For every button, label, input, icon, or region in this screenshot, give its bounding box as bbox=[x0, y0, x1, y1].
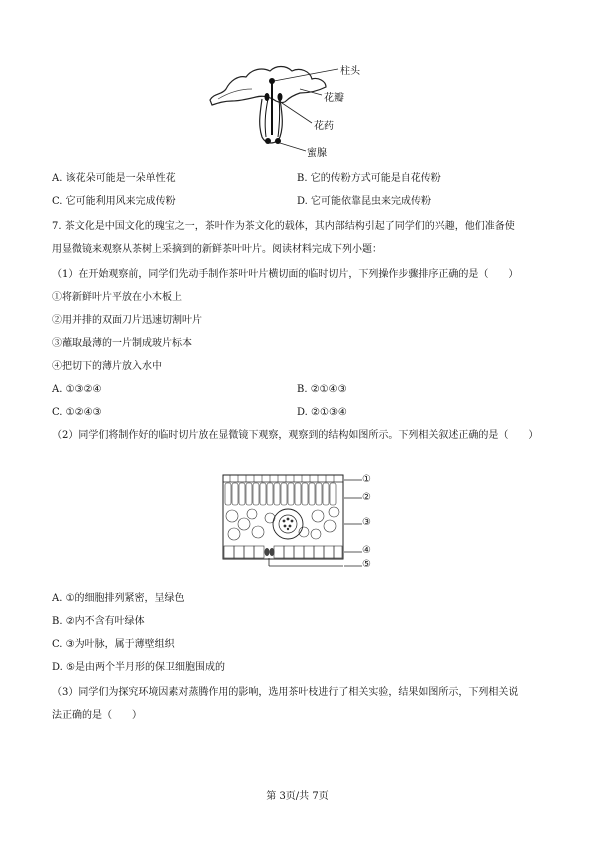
leaf-label-3: ③ bbox=[362, 517, 371, 528]
q7-sub1-option-c: C. ①②④③ bbox=[52, 407, 102, 418]
q7-sub2-option-b: B. ②内不含有叶绿体 bbox=[52, 616, 145, 627]
q7-step-3: ③蘸取最薄的一片制成玻片标本 bbox=[52, 338, 192, 349]
q7-sub1: （1）在开始观察前，同学们先动手制作茶叶叶片横切面的临时切片，下列操作步骤排序正确的是（ ） bbox=[52, 269, 519, 280]
q7-stem-line2: 用显微镜来观察从茶树上采摘到的新鲜茶叶叶片。阅读材料完成下列小题： bbox=[52, 244, 382, 255]
anther bbox=[265, 93, 270, 101]
leaf-label-4: ④ bbox=[362, 545, 371, 556]
leaf-label-1: ① bbox=[362, 474, 371, 485]
leaf-label-5: ⑤ bbox=[362, 559, 371, 570]
q6-option-d: D. 它可能依靠昆虫来完成传粉 bbox=[297, 196, 432, 207]
flower-label-anther: 花药 bbox=[314, 121, 334, 132]
leaf-cross-section-diagram bbox=[222, 474, 344, 570]
anther bbox=[278, 93, 283, 101]
q6-option-c: C. 它可能利用风来完成传粉 bbox=[52, 196, 176, 207]
q7-sub2-option-a: A. ①的细胞排列紧密，呈绿色 bbox=[52, 593, 185, 604]
q7-sub3-line1: （3）同学们为探究环境因素对蒸腾作用的影响，选用茶叶枝进行了相关实验，结果如图所示，下列相关说 bbox=[52, 687, 519, 698]
stoma-guard-cell bbox=[270, 548, 275, 556]
q7-stem-line1: 7. 茶文化是中国文化的瑰宝之一，茶叶作为茶文化的载体，其内部结构引起了同学们的兴趣，他们准备使 bbox=[52, 221, 515, 232]
q6-option-b: B. 它的传粉方式可能是自花传粉 bbox=[297, 173, 441, 184]
flower-label-stigma: 柱头 bbox=[340, 66, 360, 77]
q6-option-a: A. 该花朵可能是一朵单性花 bbox=[52, 173, 176, 184]
q7-sub2-option-d: D. ⑤是由两个半月形的保卫细胞围成的 bbox=[52, 662, 225, 673]
flower-label-petal: 花瓣 bbox=[324, 93, 344, 104]
flower-label-nectary: 蜜腺 bbox=[307, 148, 327, 159]
q7-step-1: ①将新鲜叶片平放在小木板上 bbox=[52, 292, 182, 303]
q7-sub2: （2）同学们将制作好的临时切片放在显微镜下观察，观察到的结构如图所示。下列相关叙述正确的是（ ） bbox=[52, 430, 539, 441]
leaf-leader-lines bbox=[344, 474, 364, 570]
stoma-guard-cell bbox=[265, 548, 270, 556]
nectary bbox=[265, 138, 271, 144]
q7-sub1-option-b: B. ②①④③ bbox=[297, 384, 347, 395]
q7-sub3-line2: 法正确的是（ ） bbox=[52, 710, 142, 721]
page-footer: 第 3页/共 7页 bbox=[266, 791, 329, 802]
q7-step-4: ④把切下的薄片放入水中 bbox=[52, 361, 162, 372]
q7-sub1-option-a: A. ①③②④ bbox=[52, 384, 102, 395]
flower-diagram bbox=[200, 55, 390, 165]
q7-step-2: ②用并排的双面刀片迅速切割叶片 bbox=[52, 315, 202, 326]
leaf-label-2: ② bbox=[362, 492, 371, 503]
q7-sub1-option-d: D. ②①③④ bbox=[297, 407, 347, 418]
q7-sub2-option-c: C. ③为叶脉，属于薄壁组织 bbox=[52, 639, 175, 650]
